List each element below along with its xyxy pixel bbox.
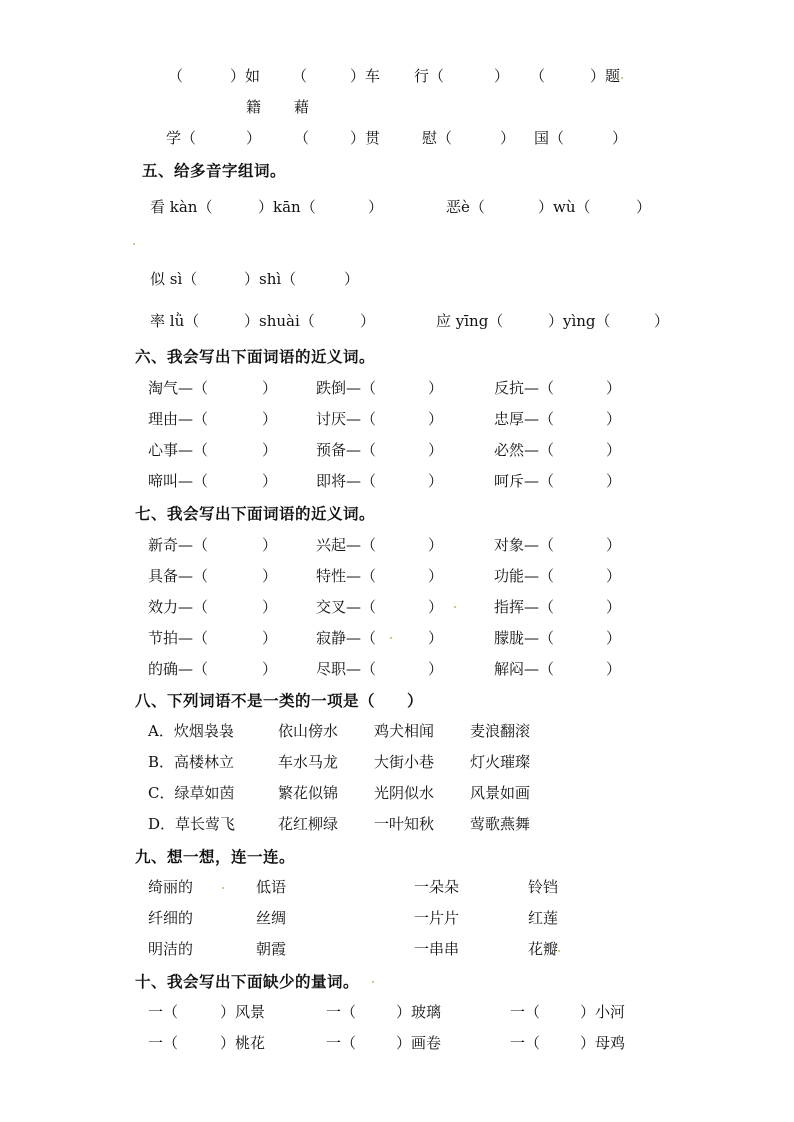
option-word: 繁花似锦 — [278, 784, 339, 802]
scan-speck — [372, 981, 374, 983]
match-word-left: 低语 — [256, 878, 287, 896]
synonym-prompt: 理由—（ — [148, 410, 209, 428]
synonym-prompt: 朦胧—（ — [494, 629, 555, 647]
match-word-right: 铃铛 — [528, 878, 559, 896]
synonym-prompt: 节拍—（ — [148, 629, 209, 647]
paren-close: ） — [612, 129, 628, 147]
paren-close: ） — [262, 472, 278, 490]
scan-speck — [133, 243, 135, 245]
pinyin-item: ）shuài（ — [244, 312, 315, 330]
paren-close: ） — [262, 660, 278, 678]
option-label-word: B．高楼林立 — [148, 753, 235, 771]
synonym-prompt: 淘气—（ — [148, 379, 209, 397]
synonym-prompt: 必然—（ — [494, 441, 555, 459]
synonym-prompt: 兴起—（ — [316, 536, 377, 554]
pinyin-item: 应 yīng（ — [436, 312, 504, 330]
synonym-prompt: 具备—（ — [148, 567, 209, 585]
word-blank: ）贯 — [350, 129, 381, 147]
character: 藉 — [294, 98, 310, 116]
word-blank: 慰（ — [422, 129, 453, 147]
match-word-left: 朝霞 — [256, 940, 287, 958]
synonym-prompt: 解闷—（ — [494, 660, 555, 678]
scan-speck — [621, 77, 623, 79]
paren-close: ） — [428, 410, 444, 428]
option-word: 依山傍水 — [278, 722, 339, 740]
section-10-heading: 十、我会写出下面缺少的量词。 — [135, 973, 360, 991]
match-word-right: 一片片 — [414, 909, 460, 927]
word-blank: 学（ — [166, 129, 197, 147]
paren-close: ） — [606, 660, 622, 678]
match-word-left: 绮丽的 — [148, 878, 194, 896]
measure-prompt: 一（ — [510, 1003, 541, 1021]
measure-noun: ）小河 — [580, 1003, 626, 1021]
synonym-prompt: 新奇—（ — [148, 536, 209, 554]
measure-noun: ）风景 — [220, 1003, 266, 1021]
measure-noun: ）桃花 — [220, 1034, 266, 1052]
paren-close: ） — [262, 567, 278, 585]
paren-open: （ — [292, 67, 308, 85]
word-blank: 行（ — [414, 67, 445, 85]
paren-close: ） — [606, 598, 622, 616]
scan-speck — [222, 887, 224, 889]
paren-close: ） — [262, 536, 278, 554]
option-word: 光阴似水 — [374, 784, 435, 802]
paren-close: ） — [606, 567, 622, 585]
paren-close: ） — [428, 598, 444, 616]
synonym-prompt: 效力—（ — [148, 598, 209, 616]
synonym-prompt: 对象—（ — [494, 536, 555, 554]
synonym-prompt: 忠厚—（ — [494, 410, 555, 428]
option-word: 一叶知秋 — [374, 815, 435, 833]
match-word-right: 红莲 — [528, 909, 559, 927]
synonym-prompt: 指挥—（ — [494, 598, 555, 616]
paren-close: ） — [262, 410, 278, 428]
paren-close: ） — [428, 472, 444, 490]
paren-close: ） — [360, 312, 376, 330]
match-word-left: 明洁的 — [148, 940, 194, 958]
pinyin-item: 看 kàn（ — [150, 198, 213, 216]
pinyin-item: ）wù（ — [538, 198, 591, 216]
option-label-word: D．草长莺飞 — [148, 815, 236, 833]
measure-prompt: 一（ — [326, 1034, 357, 1052]
paren-close: ） — [428, 629, 444, 647]
character: 籍 — [246, 98, 262, 116]
measure-prompt: 一（ — [326, 1003, 357, 1021]
pinyin-item: ）shì（ — [244, 270, 297, 288]
scan-speck — [390, 637, 392, 639]
option-word: 灯火璀璨 — [470, 753, 531, 771]
synonym-prompt: 跌倒—（ — [316, 379, 377, 397]
paren-close: ） — [606, 379, 622, 397]
scan-speck — [454, 606, 456, 608]
match-word-left: 纤细的 — [148, 909, 194, 927]
synonym-prompt: 反抗—（ — [494, 379, 555, 397]
synonym-prompt: 寂静—（ — [316, 629, 377, 647]
section-6-heading: 六、我会写出下面词语的近义词。 — [135, 348, 376, 366]
option-word: 莺歌燕舞 — [470, 815, 531, 833]
paren-close: ） — [636, 198, 652, 216]
synonym-prompt: 交叉—（ — [316, 598, 377, 616]
synonym-prompt: 功能—（ — [494, 567, 555, 585]
synonym-prompt: 讨厌—（ — [316, 410, 377, 428]
synonym-prompt: 特性—（ — [316, 567, 377, 585]
option-word: 车水马龙 — [278, 753, 339, 771]
pinyin-item: ）kān（ — [258, 198, 316, 216]
option-word: 大街小巷 — [374, 753, 435, 771]
option-word: 鸡犬相闻 — [374, 722, 435, 740]
word-blank: 国（ — [534, 129, 565, 147]
paren-close: ） — [606, 472, 622, 490]
measure-noun: ）玻璃 — [396, 1003, 442, 1021]
synonym-prompt: 即将—（ — [316, 472, 377, 490]
option-word: 麦浪翻滚 — [470, 722, 531, 740]
section-7-heading: 七、我会写出下面词语的近义词。 — [135, 505, 376, 523]
paren-open: （ — [530, 67, 546, 85]
synonym-prompt: 心事—（ — [148, 441, 209, 459]
match-word-right: 一串串 — [414, 940, 460, 958]
synonym-prompt: 啼叫—（ — [148, 472, 209, 490]
paren-close: ） — [428, 441, 444, 459]
measure-noun: ）母鸡 — [580, 1034, 626, 1052]
pinyin-item: 率 lǜ（ — [150, 312, 200, 330]
pinyin-item: ）yìng（ — [548, 312, 611, 330]
word-blank: ）如 — [230, 67, 261, 85]
measure-prompt: 一（ — [148, 1034, 179, 1052]
pinyin-item: 恶è（ — [446, 198, 485, 216]
paren-close: ） — [494, 67, 510, 85]
paren-open: （ — [168, 67, 184, 85]
paren-close: ） — [344, 270, 360, 288]
paren-close: ） — [262, 379, 278, 397]
match-word-right: 花瓣 — [528, 940, 559, 958]
pinyin-item: 似 sì（ — [150, 270, 198, 288]
synonym-prompt: 预备—（ — [316, 441, 377, 459]
paren-open: （ — [294, 129, 310, 147]
paren-close: ） — [606, 410, 622, 428]
measure-prompt: 一（ — [510, 1034, 541, 1052]
option-label-word: A．炊烟袅袅 — [148, 722, 234, 740]
option-label-word: C．绿草如茵 — [148, 784, 235, 802]
synonym-prompt: 的确—（ — [148, 660, 209, 678]
section-9-heading: 九、想一想，连一连。 — [135, 848, 296, 866]
paren-close: ） — [654, 312, 670, 330]
paren-close: ） — [428, 660, 444, 678]
word-blank: ）题 — [590, 67, 621, 85]
option-word: 花红柳绿 — [278, 815, 339, 833]
option-word: 风景如画 — [470, 784, 531, 802]
paren-close: ） — [262, 441, 278, 459]
scan-speck — [558, 950, 560, 952]
match-word-left: 丝绸 — [256, 909, 287, 927]
synonym-prompt: 呵斥—（ — [494, 472, 555, 490]
paren-close: ） — [428, 536, 444, 554]
paren-close: ） — [500, 129, 516, 147]
paren-close: ） — [246, 129, 262, 147]
section-8-heading: 八、下列词语不是一类的一项是（ ） — [135, 692, 424, 710]
paren-close: ） — [368, 198, 384, 216]
paren-close: ） — [428, 379, 444, 397]
paren-close: ） — [606, 629, 622, 647]
measure-noun: ）画卷 — [396, 1034, 442, 1052]
section-5-heading: 五、给多音字组词。 — [142, 162, 287, 180]
synonym-prompt: 尽职—（ — [316, 660, 377, 678]
word-blank: ）车 — [350, 67, 381, 85]
paren-close: ） — [606, 536, 622, 554]
measure-prompt: 一（ — [148, 1003, 179, 1021]
paren-close: ） — [262, 629, 278, 647]
match-word-right: 一朵朵 — [414, 878, 460, 896]
paren-close: ） — [262, 598, 278, 616]
paren-close: ） — [428, 567, 444, 585]
paren-close: ） — [606, 441, 622, 459]
